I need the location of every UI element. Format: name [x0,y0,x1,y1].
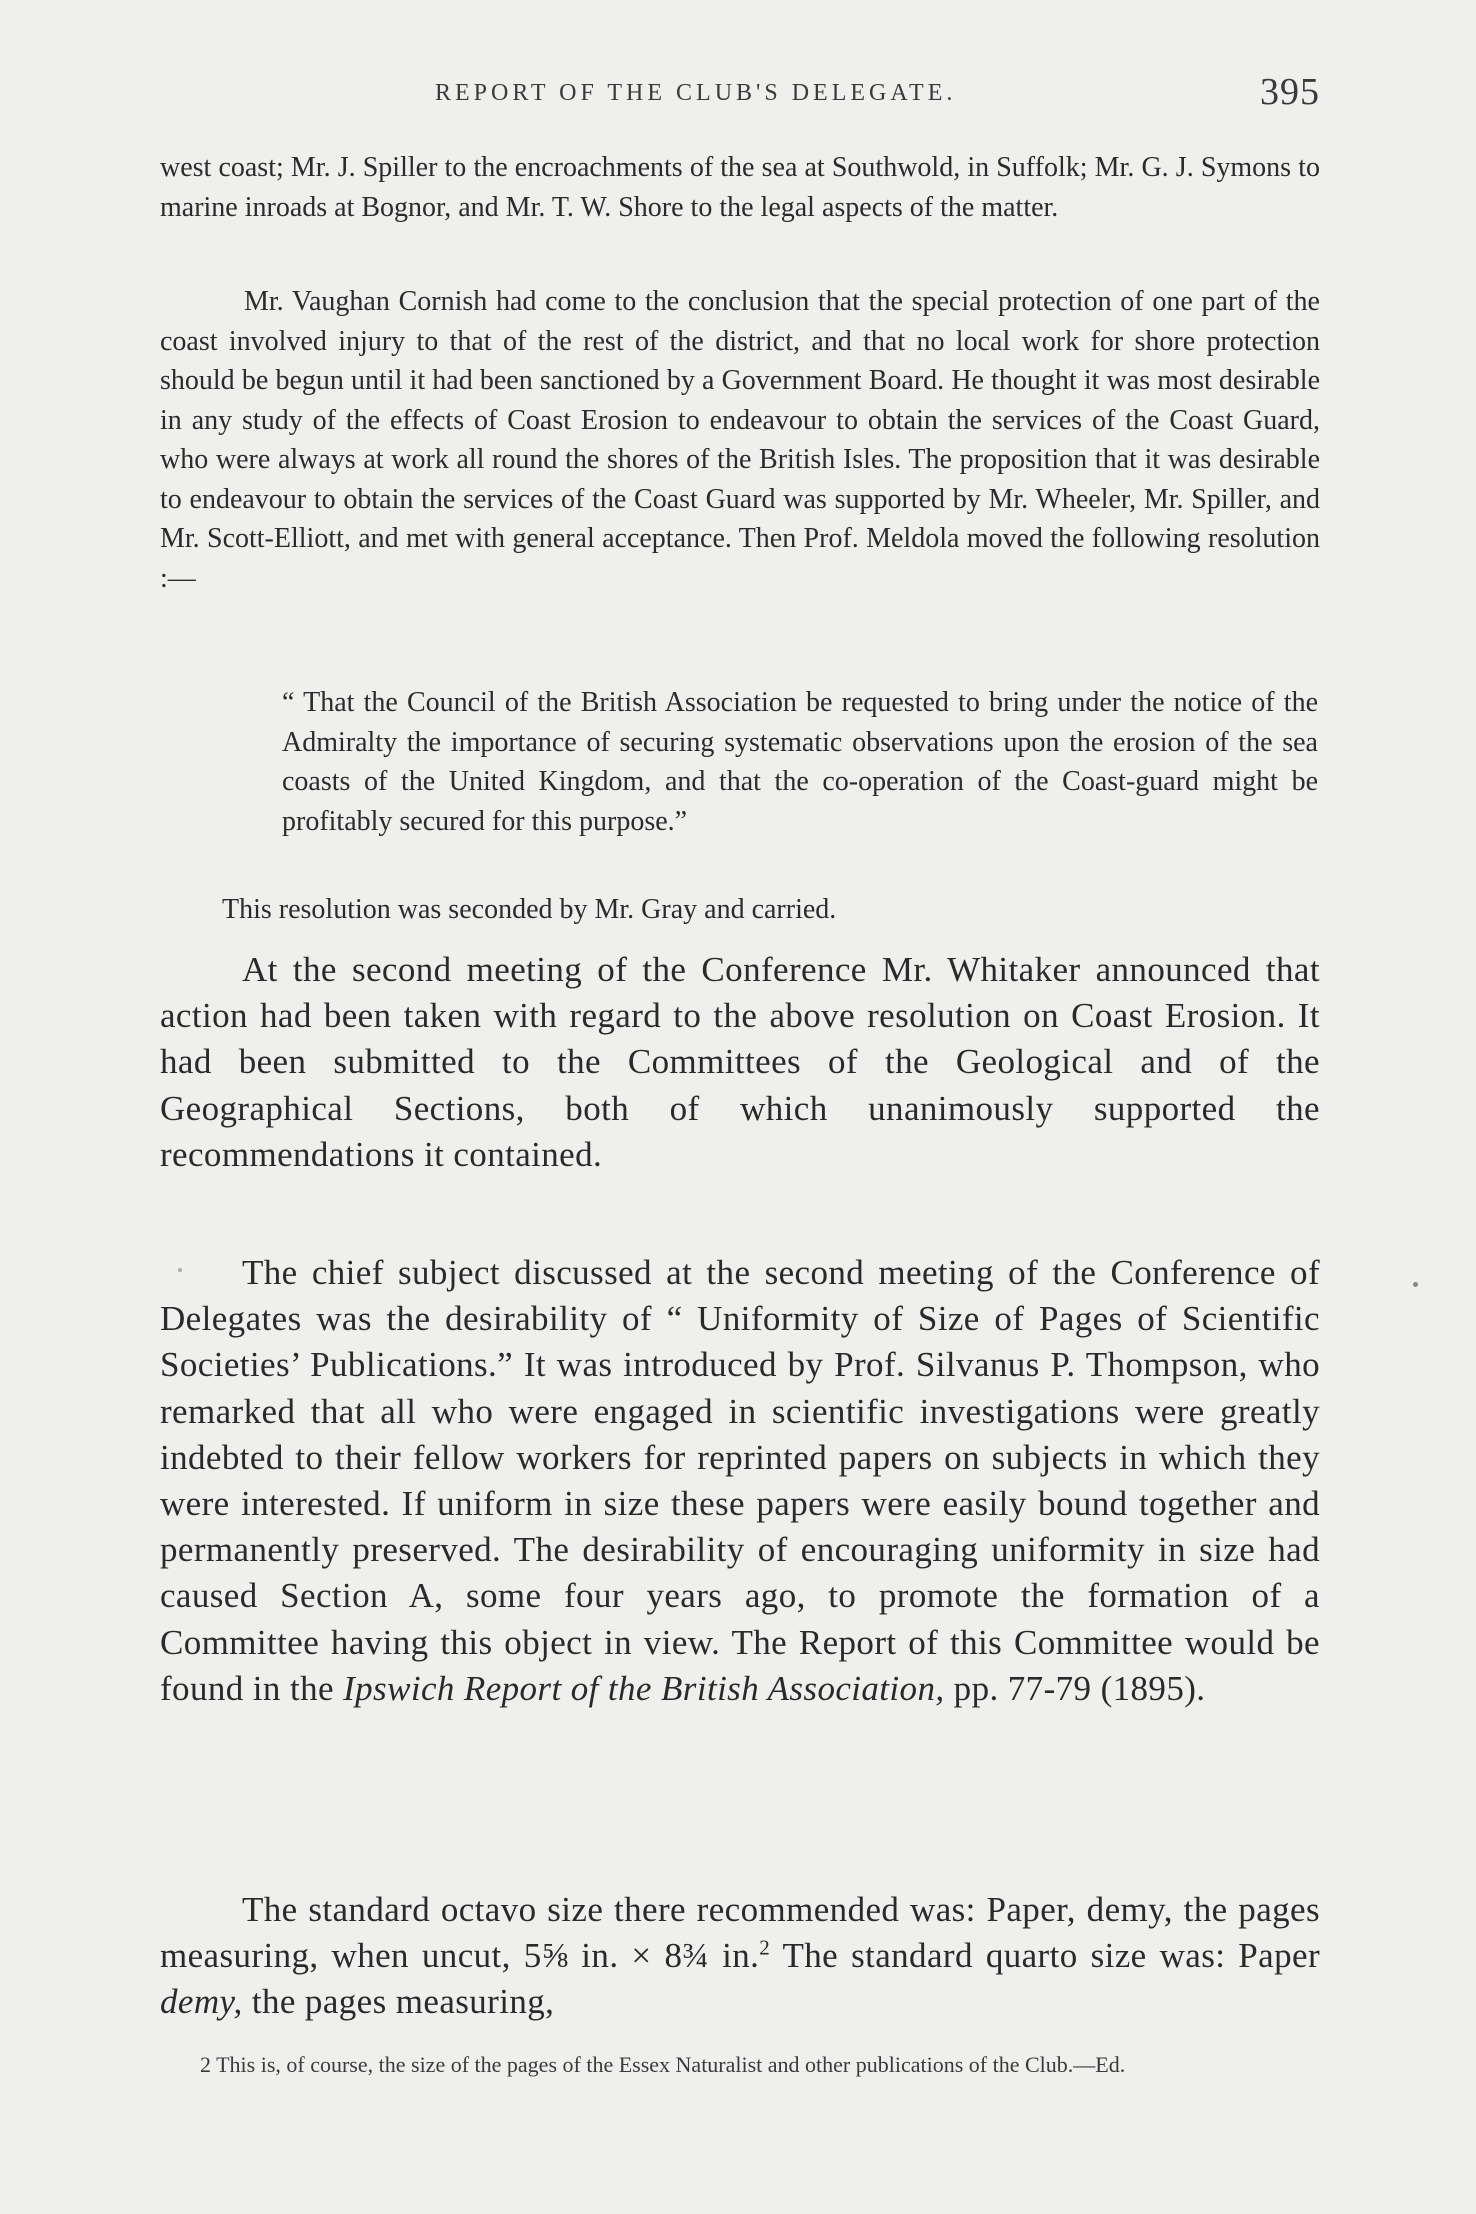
page-number: 395 [1260,71,1320,113]
resolution-quote [282,683,1318,841]
resolution-note: This resolution was seconded by Mr. Gray and carried. [222,894,837,925]
footnote-reference: 2 [759,1935,771,1960]
paragraph-text-main: The chief subject discussed at the second meeting of the Conference of Delegates was the desirability of “ Uniformity of Size of Pages of Scientific Societies’ Publications.” It was introduced by Prof. Silvanus P. Thompson, who remarked that all who were engaged in scientific investigations were greatly indebted to their fellow workers for reprinted papers on subjects in which they were interested. If uniform in size these papers were easily bound together and permanently preserved. The desirability of encouraging uniformity in size had caused Section A, some four years ago, to promote the formation of a Committee having this object in view. The Report of this Committee would be found in the [160,1253,1320,1708]
paragraph-standard-octavo [160,1887,1320,2026]
footnote-text: This is, of course, the size of the pages of the Essex Naturalist and other publications of the Club.—Ed. [211,2052,1126,2077]
resolution-seconded [222,890,1222,930]
paper-demy: demy, [160,1982,243,2022]
paragraph-vaughan-cornish [160,282,1320,598]
paper-speck [178,1268,182,1272]
paragraph-text: Mr. Vaughan Cornish had come to the conclusion that the special protection of one part of the coast involved injury to that of the rest of the district, and that no local work for shore protection should be begun until it had been sanctioned by a Government Board. He thought it was most desirable in any study of the effects of Coast Erosion to endeavour to obtain the services of the Coast Guard, who were always at work all round the shores of the British Isles. The proposition that it was desirable to endeavour to obtain the services of the Coast Guard was supported by Mr. Wheeler, Mr. Spiller, and Mr. Scott-Elliott, and met with general acceptance. Then Prof. Meldola moved the following resolution :— [160,286,1320,594]
paragraph-text: west coast; Mr. J. Spiller to the encroachments of the sea at Southwold, in Suffolk; Mr. G. J. Symons to marine inroads at Bognor, and Mr. T. W. Shore to the legal aspects of the matter. [160,152,1320,223]
paper-speck [1413,1282,1418,1287]
paragraph-text-1: The standard octavo size there recommended was: Paper, demy, the pages measuring, when uncut, 5⅝ in. × 8¾ in. [160,1890,1320,1976]
footnote [160,2050,1320,2080]
paragraph-text [160,1250,1320,1712]
footnote-marker: 2 [200,2052,211,2077]
paragraph-text-3: the pages measuring, [242,1982,555,2022]
paragraph-text: At the second meeting of the Conference Mr. Whitaker announced that action had been taken with regard to the above resolution on Coast Erosion. It had been submitted to the Committees of the Geological and of the Geographical Sections, both of which unanimously supported the recommendations it contained. [160,950,1320,1174]
page-header [160,70,1320,130]
paragraph-second-meeting [160,947,1320,1178]
paragraph-text-2: The standard quarto size was: Paper [770,1936,1320,1976]
report-title: Ipswich Report of the British Association, [343,1668,945,1708]
quote-text: “ That the Council of the British Association be requested to bring under the notice of the Admiralty the importance of securing systematic observations upon the erosion of the sea coasts of the United Kingdom, and that the co-operation of the Coast-guard might be profitably secured for this purpose.” [282,687,1318,837]
running-head: REPORT OF THE CLUB'S DELEGATE. [435,80,957,106]
paragraph-chief-subject [160,1250,1320,1712]
paragraph-west-coast [160,148,1320,227]
paragraph-text [160,1887,1320,2026]
paragraph-text-tail: pp. 77-79 (1895). [944,1668,1206,1708]
